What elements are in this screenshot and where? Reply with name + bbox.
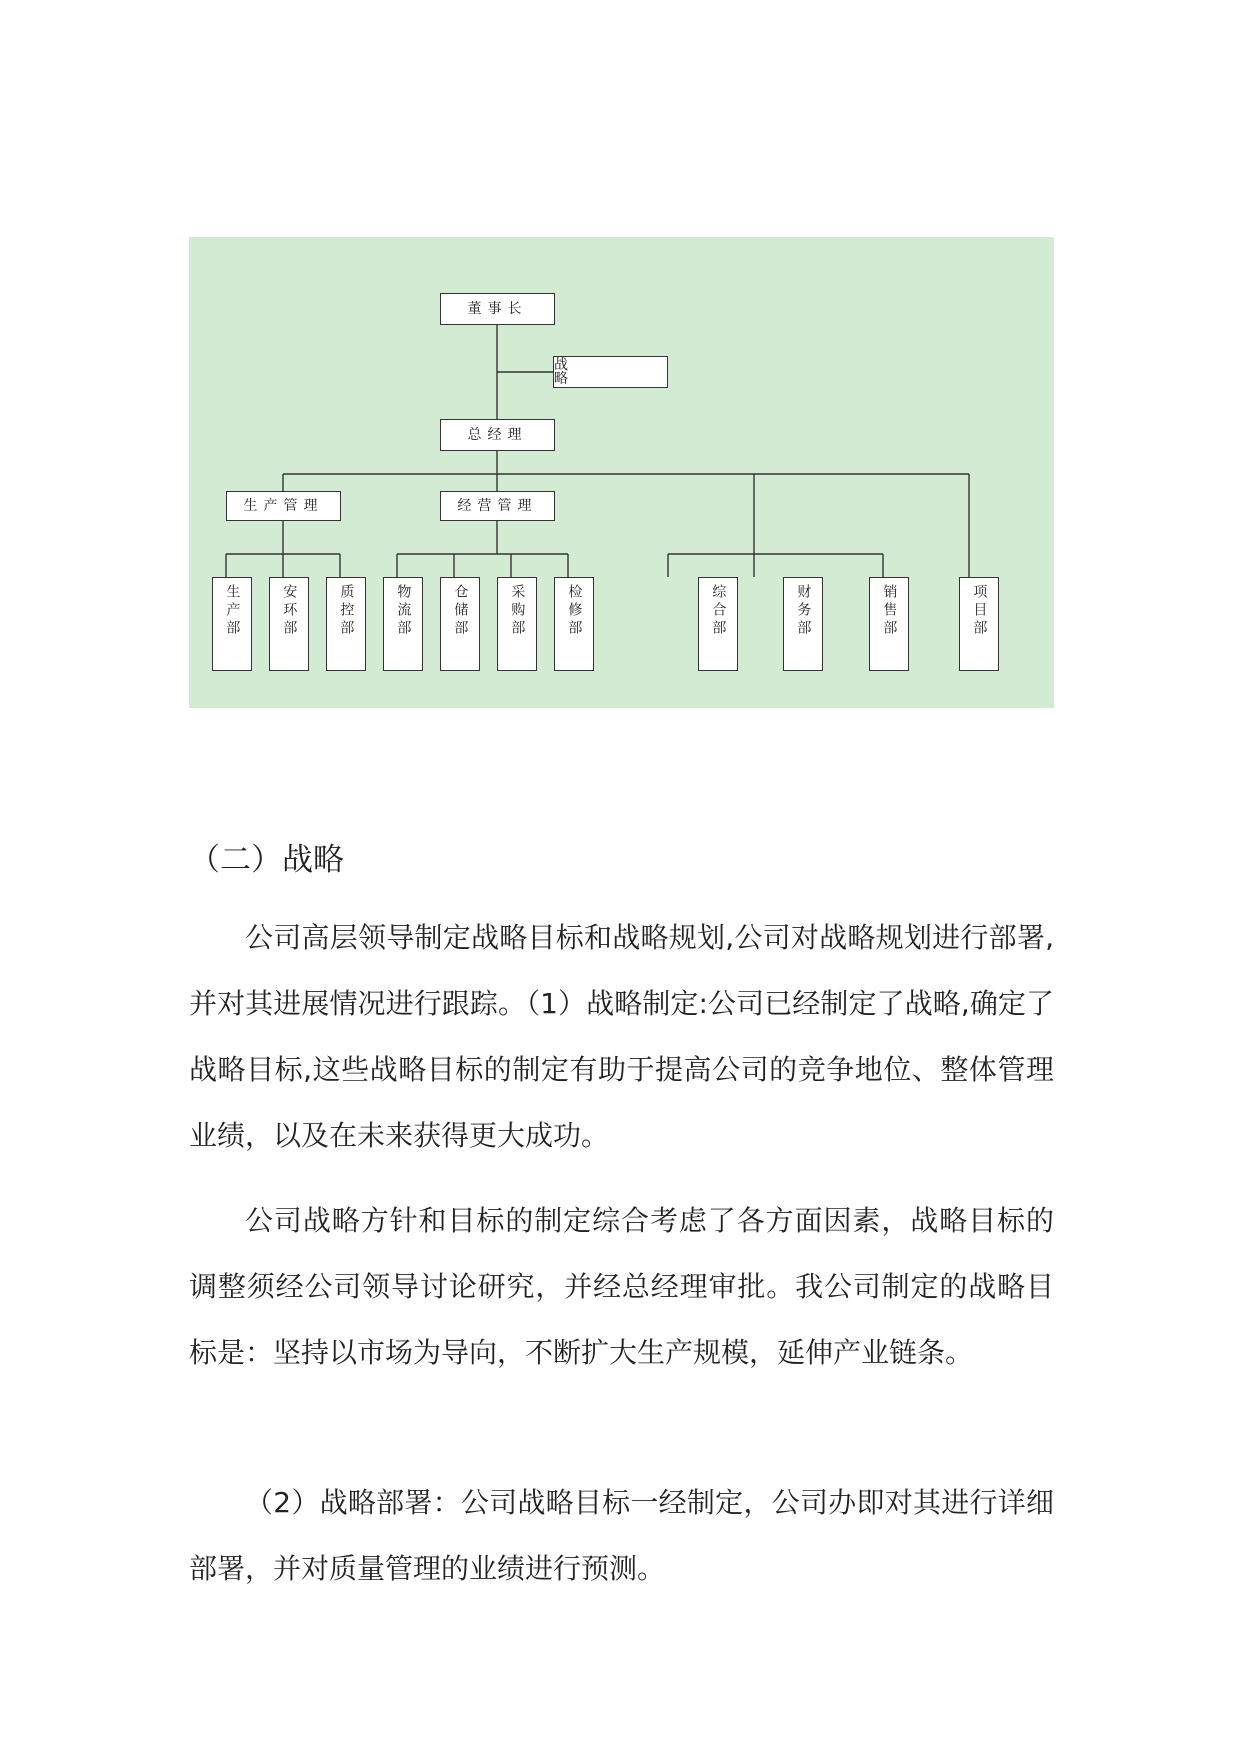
dept-box: 仓储部 [440, 577, 480, 671]
dept-box: 物流部 [383, 577, 423, 671]
dept-box: 生产部 [212, 577, 252, 671]
dept-box: 质控部 [326, 577, 366, 671]
general-manager-box: 总经理 [440, 419, 555, 451]
chairman-box: 董事长 [440, 293, 555, 325]
org-chart [189, 237, 1054, 708]
paragraph: 公司战略方针和目标的制定综合考虑了各方面因素，战略目标的调整须经公司领导讨论研究，并经总经理审批。我公司制定的战略目标是：坚持以市场为导向，不断扩大生产规模，延伸产业链条。 [189, 1204, 1054, 1369]
dept-box: 综合部 [698, 577, 738, 671]
dept-box: 检修部 [554, 577, 594, 671]
org-chart-connectors [189, 237, 1054, 708]
dept-box: 采购部 [497, 577, 537, 671]
production-mgmt-box: 生产管理 [226, 491, 341, 521]
strategy-box: 战 略 [553, 356, 668, 388]
paragraph: 公司高层领导制定战略目标和战略规划,公司对战略规划进行部署,并对其进展情况进行跟踪。（1）战略制定:公司已经制定了战略,确定了战略目标,这些战略目标的制定有助于提高公司的竞争地位、整体管理业绩，以及在未来获得更大成功。 [189, 921, 1054, 1152]
operation-mgmt-box: 经营管理 [440, 491, 555, 521]
dept-box: 财务部 [783, 577, 823, 671]
dept-box: 安环部 [269, 577, 309, 671]
dept-box: 销售部 [869, 577, 909, 671]
dept-box: 项目部 [959, 577, 999, 671]
paragraph: （2）战略部署：公司战略目标一经制定，公司办即对其进行详细部署，并对质量管理的业绩进行预测。 [189, 1486, 1054, 1585]
section-heading: （二）战略 [189, 842, 344, 878]
